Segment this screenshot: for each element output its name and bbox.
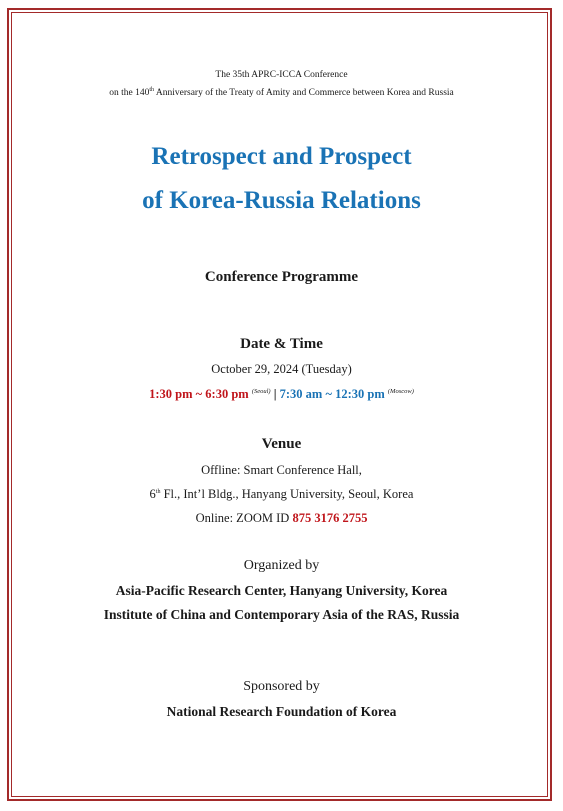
address-post: Fl., Int’l Bldg., Hanyang University, Seoul, Korea	[160, 487, 414, 501]
anniversary-post: Anniversary of the Treaty of Amity and Commerce between Korea and Russia	[154, 88, 454, 98]
conference-subtitle	[0, 70, 563, 80]
date-time-heading: Date & Time	[240, 336, 323, 352]
moscow-tag: (Moscow)	[387, 387, 414, 395]
zoom-id: 875 3176 2755	[292, 511, 368, 525]
anniversary-sup: th	[149, 86, 155, 93]
sponsored-label: Sponsored by	[243, 679, 320, 694]
time-separator: |	[273, 387, 277, 401]
sponsor-name: National Research Foundation of Korea	[166, 704, 397, 719]
venue-address	[0, 487, 563, 502]
title-line-1: Retrospect and Prospect	[151, 143, 412, 170]
date-text: October 29, 2024 (Tuesday)	[211, 362, 352, 376]
organizer-2: Institute of China and Contemporary Asia of the RAS, Russia	[103, 607, 460, 622]
conference-number: The 35th APRC-ICCA Conference	[215, 70, 348, 80]
online-label: Online: ZOOM ID	[195, 511, 293, 525]
programme-heading: Conference Programme	[204, 269, 359, 285]
moscow-time: 7:30 am ~ 12:30 pm	[279, 387, 385, 401]
address-pre: 6	[149, 487, 156, 501]
anniversary-line	[0, 88, 563, 98]
organizer-1: Asia-Pacific Research Center, Hanyang University, Korea	[115, 583, 448, 598]
organized-label: Organized by	[243, 558, 320, 573]
address-sup: th	[155, 488, 161, 495]
seoul-tag: (Seoul)	[251, 387, 271, 395]
title-line-2: of Korea-Russia Relations	[142, 187, 421, 214]
venue-offline: Offline: Smart Conference Hall,	[201, 463, 362, 477]
time-line	[0, 387, 563, 402]
venue-heading: Venue	[261, 436, 302, 452]
venue-online	[0, 511, 563, 526]
anniversary-pre: on the 140	[109, 88, 150, 98]
seoul-time: 1:30 pm ~ 6:30 pm	[149, 387, 249, 401]
